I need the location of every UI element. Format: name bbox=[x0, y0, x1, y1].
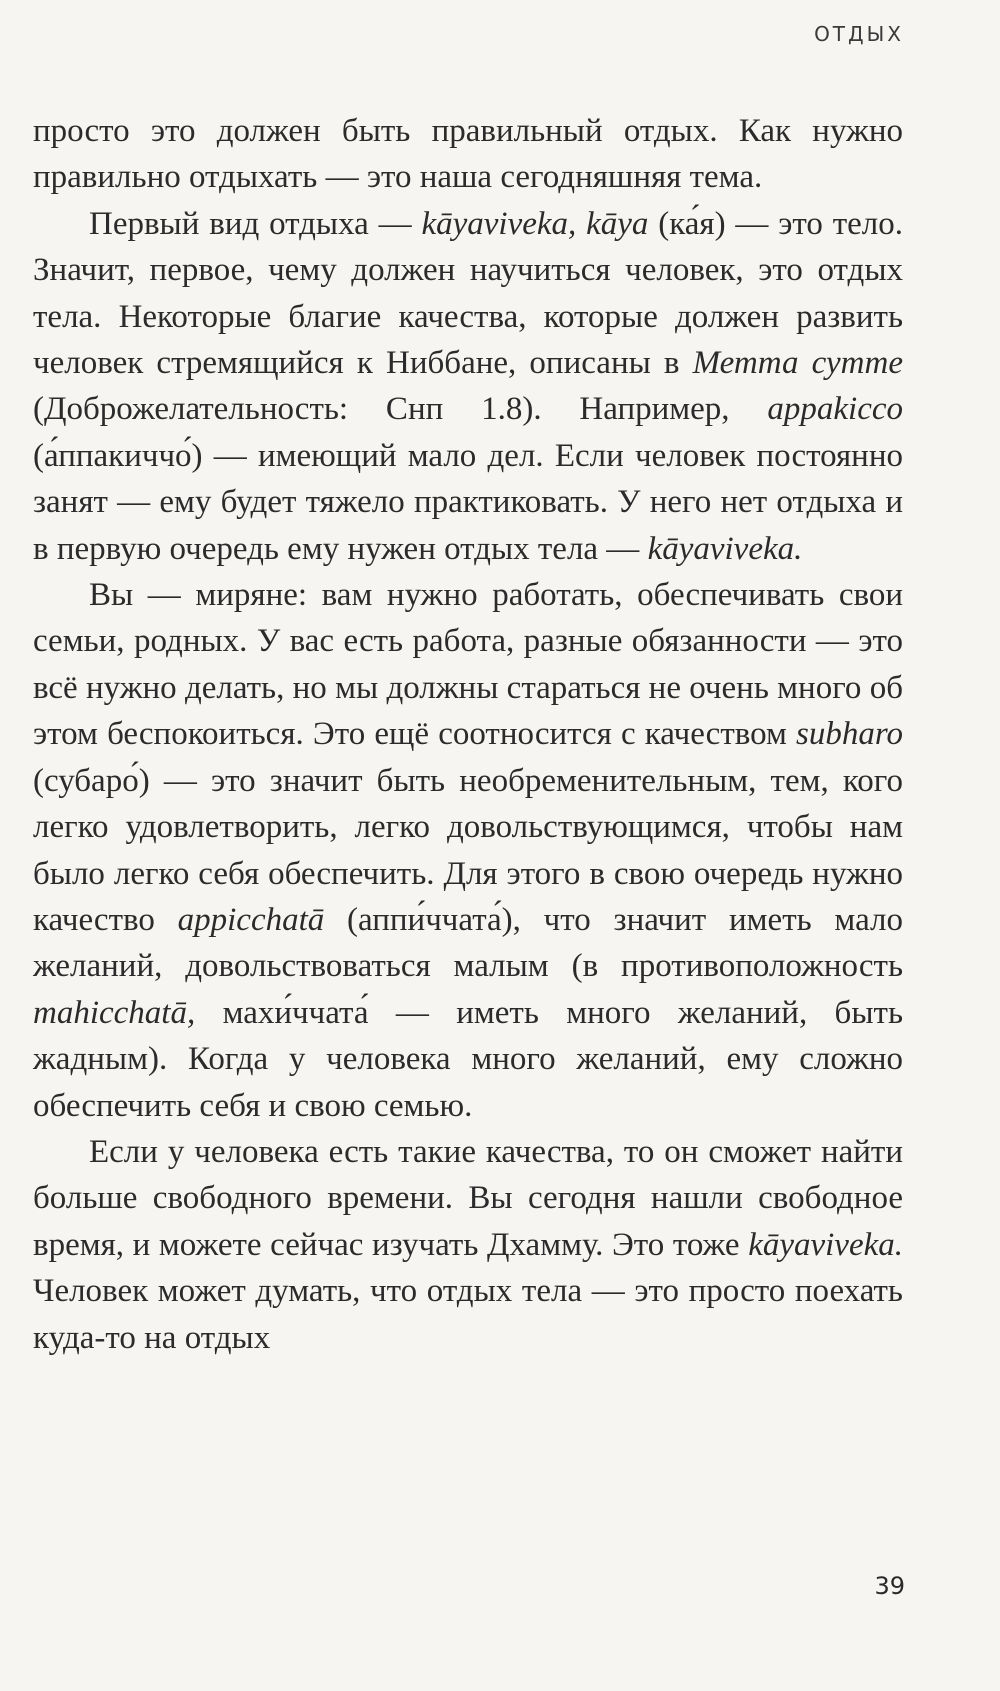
text-run: (субаро́) — это значит быть необременительным, тем, кого легко удовлетворить, легко довольствующимся, чтобы нам было легко себя обеспечить. Для этого в свою очередь нужно качество bbox=[33, 762, 903, 938]
paragraph-4 bbox=[33, 1129, 903, 1361]
sutta-title: Метта сутте bbox=[692, 345, 903, 382]
text-run: Вы — миряне: вам нужно работать, обеспечивать свои семьи, родных. У вас есть работа, разные обязанности — это всё нужно делать, но мы должны стараться не очень много об этом беспокоиться. Это ещё соотносится с качеством bbox=[33, 577, 903, 753]
paragraph-2 bbox=[33, 201, 903, 572]
text-run: (а́ппакиччо́) — имеющий мало дел. Если человек постоянно занят — ему будет тяжело практиковать. У него нет отдыха и в первую очередь ему нужен отдых тела — bbox=[33, 437, 903, 567]
text-run: Если у человека есть такие качества, то он сможет найти больше свободного времени. Вы сегодня нашли свободное время, и можете сейчас изучать Дхамму. Это тоже bbox=[33, 1133, 903, 1263]
body-text bbox=[33, 108, 903, 1361]
page-number: 39 bbox=[874, 1572, 905, 1600]
pali-term: kāyaviveka, kāya bbox=[421, 205, 649, 242]
text-run: (Доброжелательность: Снп 1.8). Например, bbox=[33, 391, 768, 428]
running-head: ОТДЫХ bbox=[814, 22, 904, 46]
pali-term: appakicco bbox=[767, 391, 903, 428]
pali-term: kāyaviveka. bbox=[647, 530, 803, 567]
text-run: просто это должен быть правильный отдых. Как нужно правильно отдыхать — это наша сегодняшняя тема. bbox=[33, 113, 903, 196]
pali-term: appicchatā bbox=[177, 901, 325, 938]
paragraph-3 bbox=[33, 572, 903, 1129]
text-run: (ка́я) — это тело. Значит, первое, чему должен научиться человек, это отдых тела. Некоторые благие качества, которые должен развить человек стремящийся к Ниббане, описаны в bbox=[33, 205, 903, 382]
text-run: Человек может думать, что отдых тела — это просто поехать куда-то на отдых bbox=[33, 1273, 903, 1356]
text-run: (аппи́ччата́), что значит иметь мало желаний, довольствоваться малым (в противоположность bbox=[33, 901, 903, 985]
text-run: махи́ччата́ — иметь много желаний, быть жадным). Когда у человека много желаний, ему сложно обеспечить себя и свою семью. bbox=[33, 994, 903, 1124]
pali-term: kāyaviveka. bbox=[748, 1226, 903, 1263]
pali-term: mahicchatā, bbox=[33, 994, 196, 1031]
paragraph-1 bbox=[33, 108, 903, 201]
text-run: Первый вид отдыха — bbox=[89, 205, 422, 242]
pali-term: subharo bbox=[796, 716, 903, 753]
